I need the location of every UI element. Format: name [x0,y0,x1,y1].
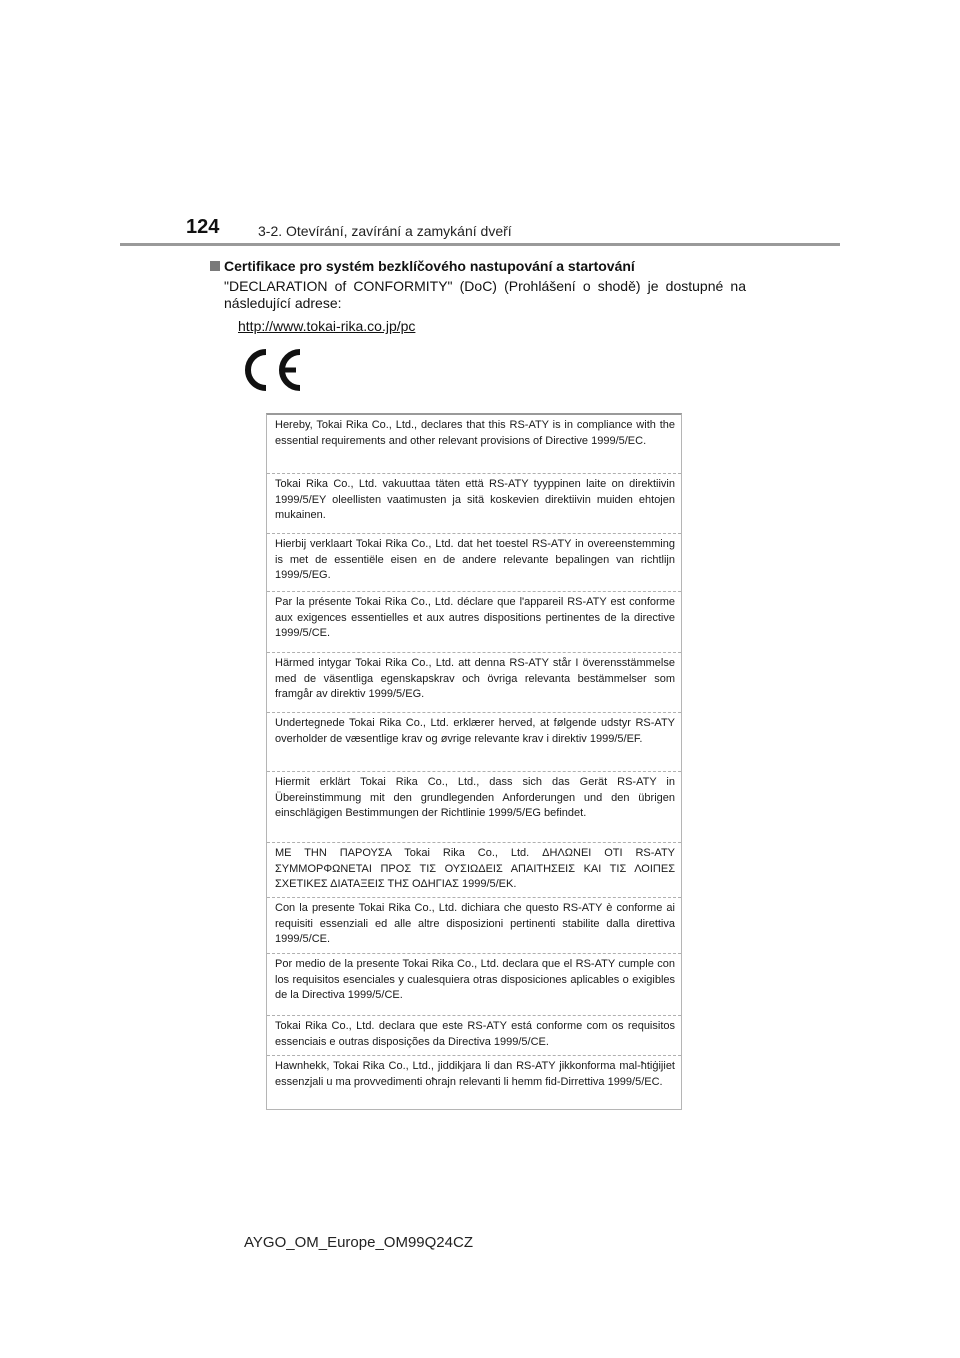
page-number: 124 [186,216,220,238]
declaration-el: ΜΕ ΤΗΝ ΠΑΡΟΥΣΑ Tokai Rika Co., Ltd. ΔΗΛΩΝΕΙ ΟΤΙ RS-ATY ΣΥΜΜΟΡΦΩΝΕΤΑΙ ΠΡΟΣ ΤΙΣ ΟΥΣΙΩΔΕΙΣ ΑΠΑΙΤΗΣΕΙΣ ΚΑΙ ΤΙΣ ΛΟΙΠΕΣ ΣΧΕΤΙΚΕΣ ΔΙΑΤΑΞΕΙΣ ΤΗΣ ΟΔΗΓΙΑΣ 1999/5/ΕΚ. [267,842,681,897]
declaration-nl: Hierbij verklaart Tokai Rika Co., Ltd. dat het toestel RS-ATY in overeenstemming is met de essentiële eisen en de andere relevante bepalingen van richtlijn 1999/5/EG. [267,533,681,591]
declaration-mt: Hawnhekk, Tokai Rika Co., Ltd., jiddikjara li dan RS-ATY jikkonforma mal-ħtiġijiet essenzjali u ma provvedimenti oħrajn relevanti li hemm fid-Dirrettiva 1999/5/EC. [267,1055,681,1110]
ce-mark-icon [240,346,304,394]
declaration-it: Con la presente Tokai Rika Co., Ltd. dichiara che questo RS-ATY è conforme ai requisiti essenziali ed alle altre disposizioni pertinenti stabilite dalla direttiva 1999/5/CE. [267,897,681,953]
declaration-pt: Tokai Rika Co., Ltd. declara que este RS-ATY está conforme com os requisitos essenciais e outras disposições da Directiva 1999/5/CE. [267,1015,681,1055]
declaration-de: Hiermit erklärt Tokai Rika Co., Ltd., dass sich das Gerät RS-ATY in Übereinstimmung mit den grundlegenden Anforderungen und den übrigen einschlägigen Bestimmungen der Richtlinie 1999/5/EG befindet. [267,771,681,842]
intro-paragraph: "DECLARATION of CONFORMITY" (DoC) (Prohlášení o shodě) je dostupné na následující adrese: [224,278,746,311]
declaration-es: Por medio de la presente Tokai Rika Co., Ltd. declara que el RS-ATY cumple con los requisitos esenciales y cualesquiera otras disposiciones aplicables o exigibles de la Directiva 1999/5/CE. [267,953,681,1015]
heading-text: Certifikace pro systém bezklíčového nastupování a startování [224,258,635,274]
declaration-sv: Härmed intygar Tokai Rika Co., Ltd. att denna RS-ATY står I överensstämmelse med de väsentliga egenskapskrav och övriga relevanta bestämmelser som framgår av direktiv 1999/5/EG. [267,652,681,712]
section-heading [210,258,635,274]
declaration-fr: Par la présente Tokai Rika Co., Ltd. déclare que l'appareil RS-ATY est conforme aux exigences essentielles et aux autres dispositions pertinentes de la directive 1999/5/CE. [267,591,681,652]
section-title: 3-2. Otevírání, zavírání a zamykání dveří [258,223,512,239]
declaration-en: Hereby, Tokai Rika Co., Ltd., declares that this RS-ATY is in compliance with the essential requirements and other relevant provisions of Directive 1999/5/EC. [275,419,675,447]
declaration-box [266,413,682,1110]
declaration-fi: Tokai Rika Co., Ltd. vakuuttaa täten että RS-ATY tyyppinen laite on direktiivin 1999/5/EY oleellisten vaatimusten ja sitä koskevien direktiivin muiden ehtojen mukainen. [267,473,681,533]
square-bullet-icon [210,261,220,271]
header-rule [120,243,840,246]
footer-doc-id: AYGO_OM_Europe_OM99Q24CZ [244,1234,473,1251]
doc-url-link[interactable]: http://www.tokai-rika.co.jp/pc [238,318,416,334]
declaration-da: Undertegnede Tokai Rika Co., Ltd. erklærer herved, at følgende udstyr RS-ATY overholder de væsentlige krav og øvrige relevante krav i direktiv 1999/5/EF. [267,712,681,771]
